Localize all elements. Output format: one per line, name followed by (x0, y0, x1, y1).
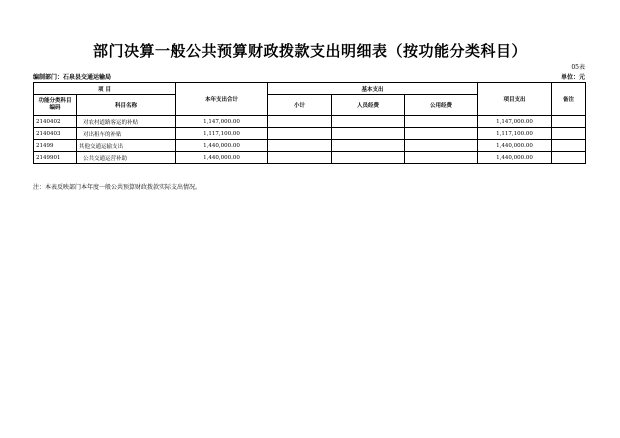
header-personnel: 人员经费 (332, 95, 405, 116)
cell-remark (552, 152, 586, 164)
footnote: 注：本表反映部门本年度一般公共预算财政拨款实际支出情况。 (33, 184, 202, 191)
cell-remark (552, 140, 586, 152)
header-subject-name: 科目名称 (77, 95, 176, 116)
table-row (34, 116, 586, 128)
cell-subtotal (268, 140, 332, 152)
cell-project: 1,440,000.00 (478, 140, 552, 152)
table-row (34, 152, 586, 164)
cell-project: 1,440,000.00 (478, 152, 552, 164)
cell-name: 公共交通运营补助 (77, 152, 176, 164)
cell-name: 对出租车的补贴 (77, 128, 176, 140)
header-func-code: 功能分类科目编码 (34, 95, 77, 116)
cell-total: 1,147,000.00 (176, 116, 268, 128)
expenditure-table (33, 82, 586, 164)
header-project: 项 目 (34, 83, 176, 95)
header-remark: 备注 (552, 83, 586, 116)
header-basic: 基本支出 (268, 83, 478, 95)
cell-public (405, 128, 478, 140)
table-row (34, 128, 586, 140)
page-title: 部门决算一般公共预算财政拨款支出明细表（按功能分类科目） (92, 42, 527, 60)
cell-code: 2140402 (34, 116, 77, 128)
cell-remark (552, 116, 586, 128)
header-project-expense: 项目支出 (478, 83, 552, 116)
table-row (34, 140, 586, 152)
cell-subtotal (268, 116, 332, 128)
cell-personnel (332, 128, 405, 140)
cell-personnel (332, 140, 405, 152)
header-public: 公用经费 (405, 95, 478, 116)
department-label: 编制部门：石泉县交通运输局 (33, 74, 112, 81)
cell-total: 1,440,000.00 (176, 152, 268, 164)
cell-public (405, 140, 478, 152)
cell-public (405, 152, 478, 164)
cell-public (405, 116, 478, 128)
cell-name: 对农村道路客运的补贴 (77, 116, 176, 128)
cell-subtotal (268, 152, 332, 164)
header-total: 本年支出合计 (176, 83, 268, 116)
cell-total: 1,440,000.00 (176, 140, 268, 152)
cell-remark (552, 128, 586, 140)
cell-project: 1,147,000.00 (478, 116, 552, 128)
cell-subtotal (268, 128, 332, 140)
unit-label: 单位：元 (560, 74, 585, 81)
cell-code: 2149901 (34, 152, 77, 164)
cell-code: 21499 (34, 140, 77, 152)
cell-code: 2140403 (34, 128, 77, 140)
cell-personnel (332, 116, 405, 128)
cell-project: 1,117,100.00 (478, 128, 552, 140)
form-code: 05表 (571, 64, 585, 71)
header-subtotal: 小计 (268, 95, 332, 116)
cell-total: 1,117,100.00 (176, 128, 268, 140)
cell-name: 其他交通运输支出 (77, 140, 176, 152)
cell-personnel (332, 152, 405, 164)
